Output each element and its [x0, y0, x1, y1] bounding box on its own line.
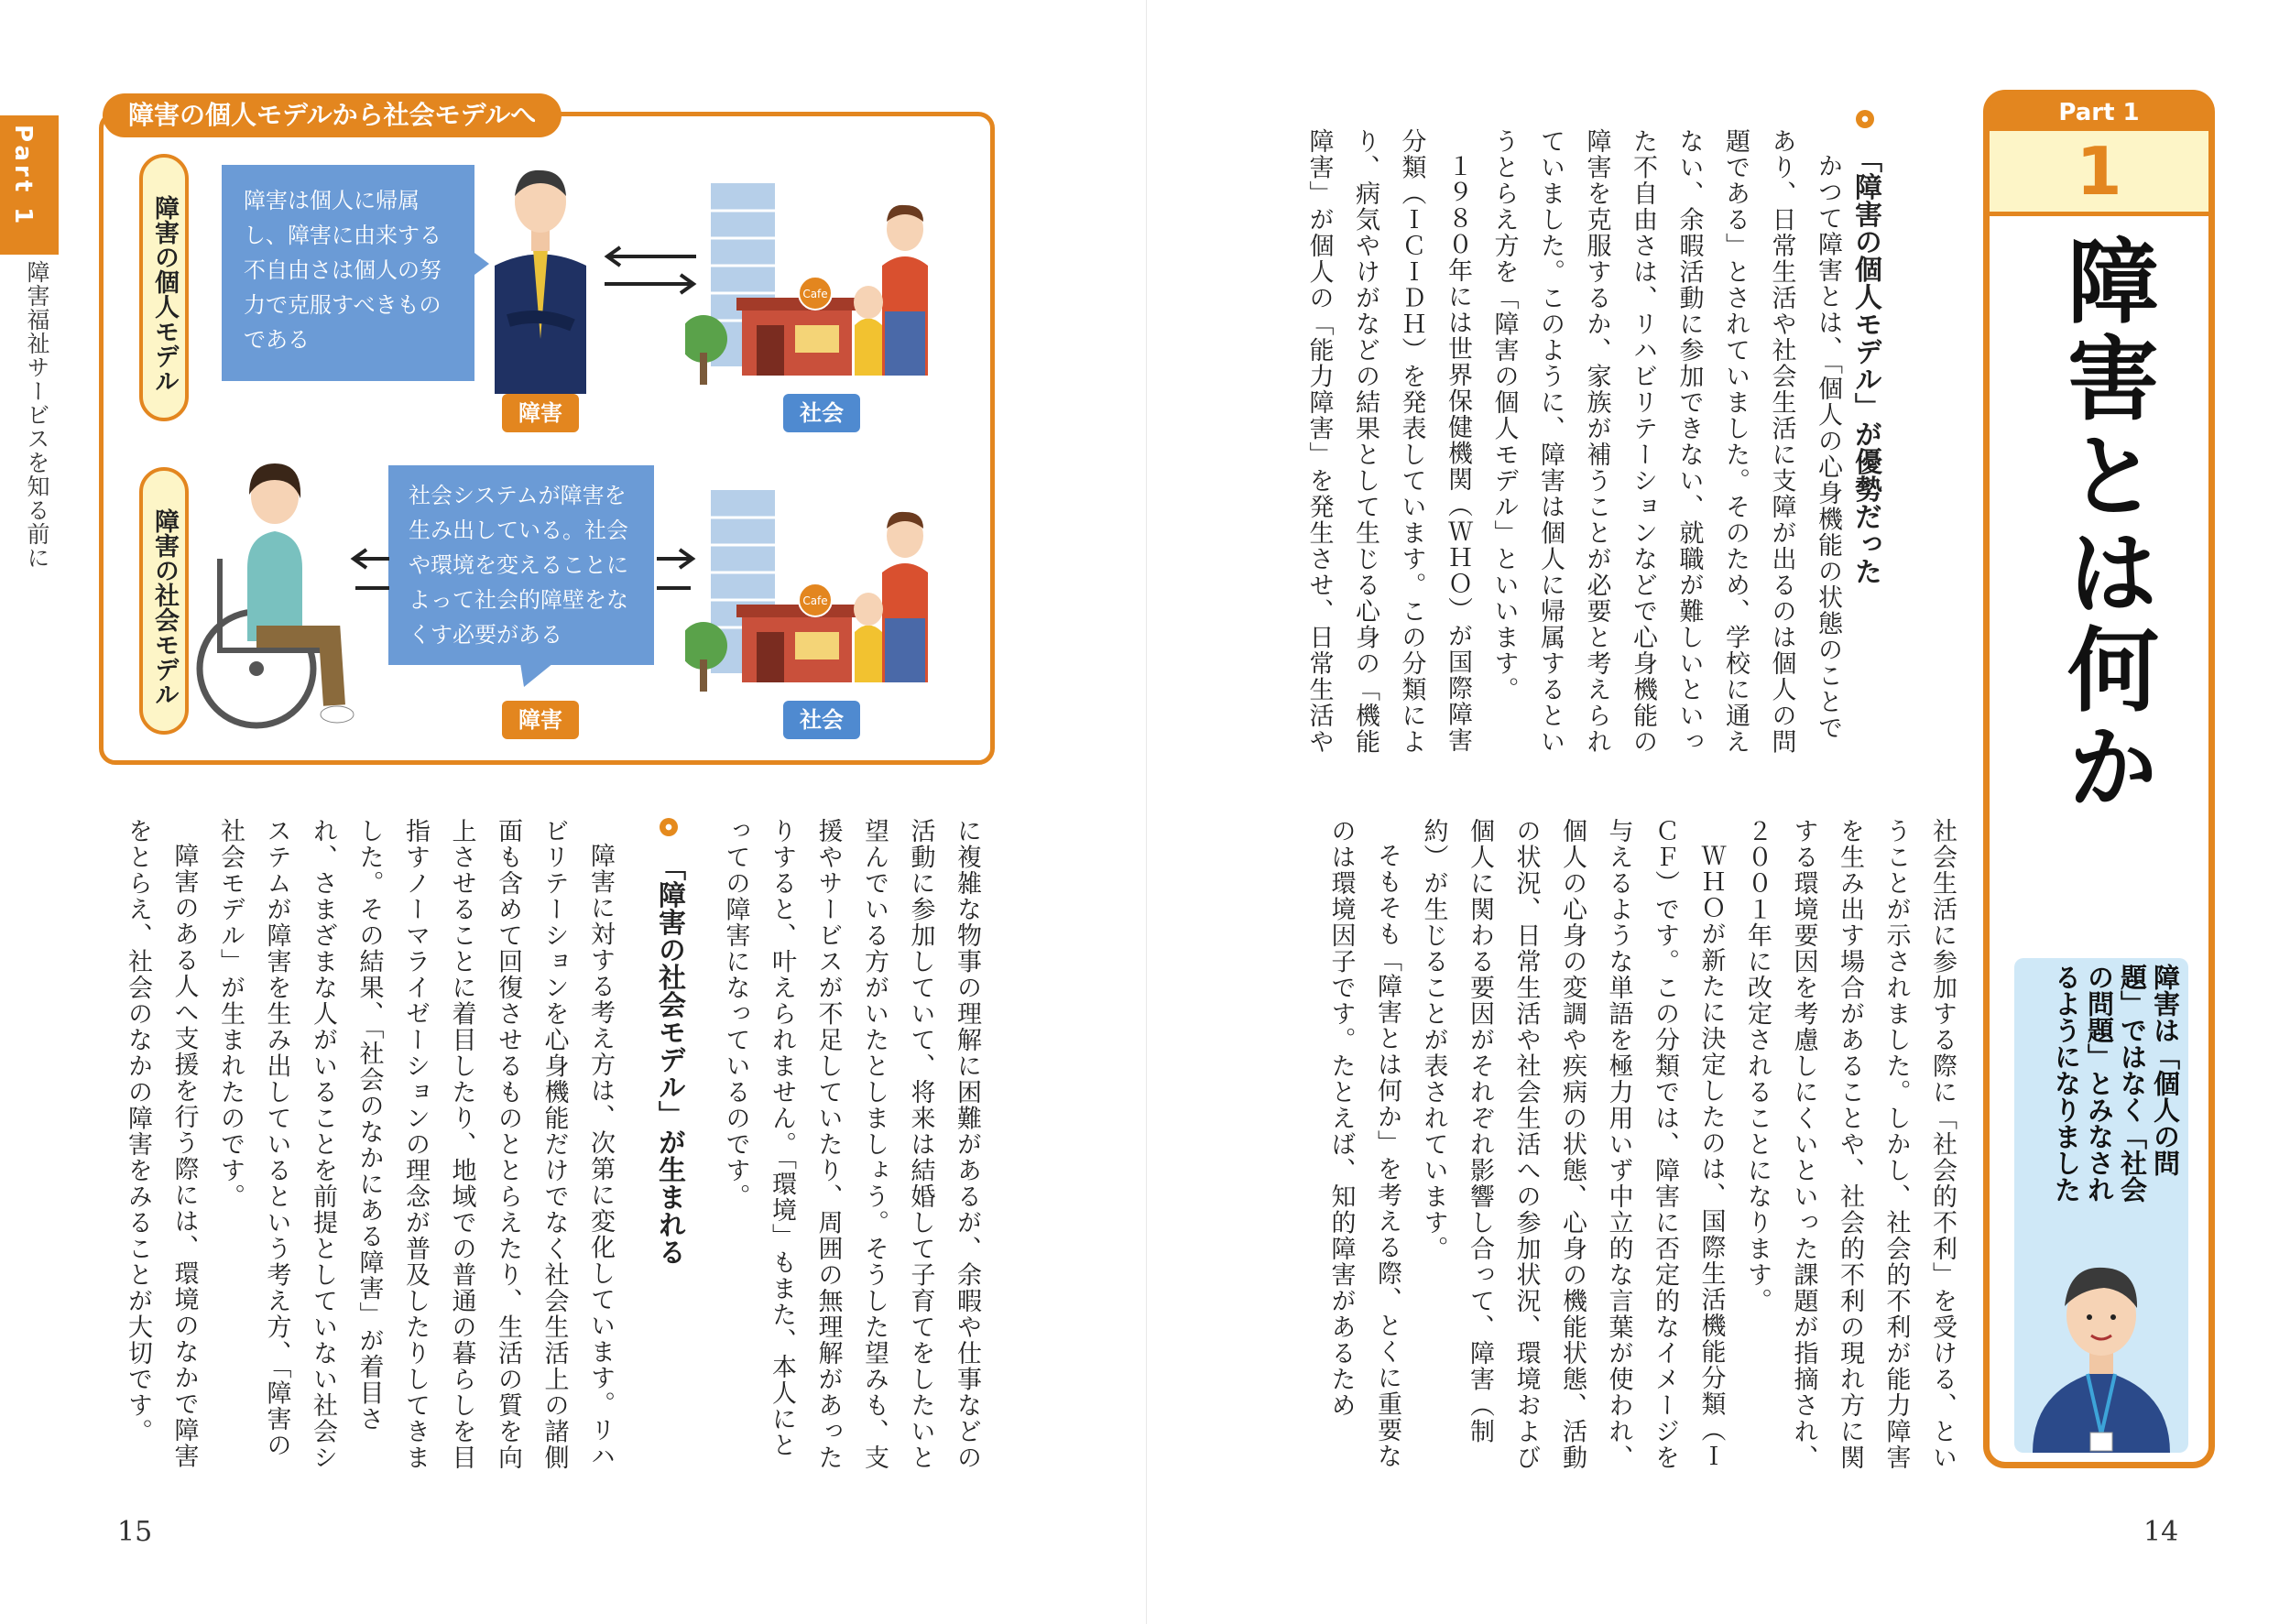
page-gutter	[1146, 0, 1147, 1624]
paragraph: 障害のある人へ支援を行う際には、環境のなかで障害をとらえ、社会のなかの障害をみることが大切です。	[124, 818, 199, 1469]
arrow-left-icon	[348, 540, 394, 595]
part-label: Part 1	[1990, 94, 2208, 131]
paragraph: 社会生活に参加する際に「社会的不利」を受ける、ということが示されました。しかし、社会的不利が能力障害を生み出す場合があることや、社会的不利の現れ方に関する環境要因を考慮しにくいといった課題が指摘され、２００１年に改定されることになります。	[1743, 818, 1957, 1471]
individual-model-label: 障害の個人モデル	[139, 154, 189, 421]
section1-body-upper	[1292, 128, 1850, 762]
paragraph: ＷＨＯが新たに決定したのは、国際生活機能分類（ＩＣＦ）です。この分類では、障害に否定的なイメージを与えるような単語を極力用いず中立的な言葉が使われ、個人の心身の変調や疾病の状態、心身の機能状態、活動の状況、日常生活や社会生活への参加状況、環境および個人に関わる要因がそれぞれ影響し合って、障害（制約）が生じることが表されています。	[1419, 818, 1726, 1471]
page-number-left: 15	[117, 1516, 153, 1548]
section1-heading: 「障害の個人モデル」が優勢だった	[1845, 110, 1885, 584]
society-illustration	[685, 165, 960, 403]
businessman-illustration	[485, 156, 595, 394]
chapter-number: 1	[1990, 131, 2208, 216]
individual-model-bubble: 障害は個人に帰属し、障害に由来する不自由さは個人の努力で克服すべきものである	[222, 165, 474, 381]
society-illustration	[685, 472, 960, 710]
section2-body	[110, 818, 623, 1477]
side-part-tab: Part 1	[0, 115, 59, 255]
page-number-right: 14	[2143, 1516, 2179, 1548]
tag-society: 社会	[783, 701, 860, 739]
paragraph: １９８０年には世界保健機関（ＷＨＯ）が国際障害分類（ＩＣＩＤＨ）を発表しています。この分類により、病気やけがなどの結果として生じる心身の「機能障害」が個人の「能力障害」を発生させ、日常生活や	[1304, 128, 1472, 755]
paragraph: に複雑な物事の理解に困難があるが、余暇や仕事などの活動に参加していて、将来は結婚して子育てをしたいと望んでいる方がいたとしましょう。そうした望みも、支援やサービスが不足していたり、周囲の無理解があったりすると、叶えられません。「環境」もまた、本人にとっての障害になっているのです。	[721, 818, 981, 1471]
social-model-bubble: 社会システムが障害を生み出している。社会や環境を変えることによって社会的障壁をなくす必要がある	[388, 465, 654, 665]
summary-text: 障害は「個人の問題」ではなく「社会の問題」とみなされるようになりました	[2051, 964, 2181, 1203]
chapter-title: 障害とは何か	[2052, 234, 2159, 816]
side-caption: 障害福祉サービスを知る前に	[24, 260, 50, 570]
paragraph: かつて障害とは、「個人の心身機能の状態のことであり、日常生活や社会生活に支障が出るのは個人の問題である」とされていました。そのため、学校に通えない、余暇活動に参加できない、就職が難しいといった不自由さは、リハビリテーションなどで心身機能の障害を克服するか、家族が補うことが必要と考えられていました。このように、障害は個人に帰属するというとらえ方を「障害の個人モデル」といいます。	[1489, 128, 1842, 755]
cafe-sign: Cafe	[802, 288, 828, 300]
tag-disability: 障害	[502, 701, 579, 739]
bullet-dot-icon	[1856, 110, 1874, 128]
social-model-label: 障害の社会モデル	[139, 467, 189, 735]
paragraph: 障害に対する考え方は、次第に変化しています。リハビリテーションを心身機能だけでなく社会生活上の諸側面も含めて回復させるものととらえたり、生活の質を向上させることに着目したり、地域での普通の暮らしを目指すノーマライゼーションの理念が普及したりしてきました。その結果、「社会のなかにある障害」が着目され、さまざまな人がいることを前提としていない社会システムが障害を生み出しているという考え方、「障害の社会モデル」が生まれたのです。	[216, 818, 615, 1471]
bullet-dot-icon	[660, 818, 678, 836]
tag-society: 社会	[783, 394, 860, 432]
paragraph: そもそも「障害とは何か」を考える際、とくに重要なのは環境因子です。たとえば、知的障害があるため	[1326, 818, 1401, 1469]
section2-heading: 「障害の社会モデル」が生まれる	[649, 818, 689, 1265]
wheelchair-user-illustration	[183, 440, 366, 742]
continued-body	[714, 818, 989, 1477]
bubble-pointer	[520, 663, 557, 691]
tag-disability: 障害	[502, 394, 579, 432]
figure-title: 障害の個人モデルから社会モデルへ	[103, 93, 562, 137]
section1-body-lower	[1305, 818, 1965, 1477]
cafe-sign: Cafe	[802, 594, 828, 607]
